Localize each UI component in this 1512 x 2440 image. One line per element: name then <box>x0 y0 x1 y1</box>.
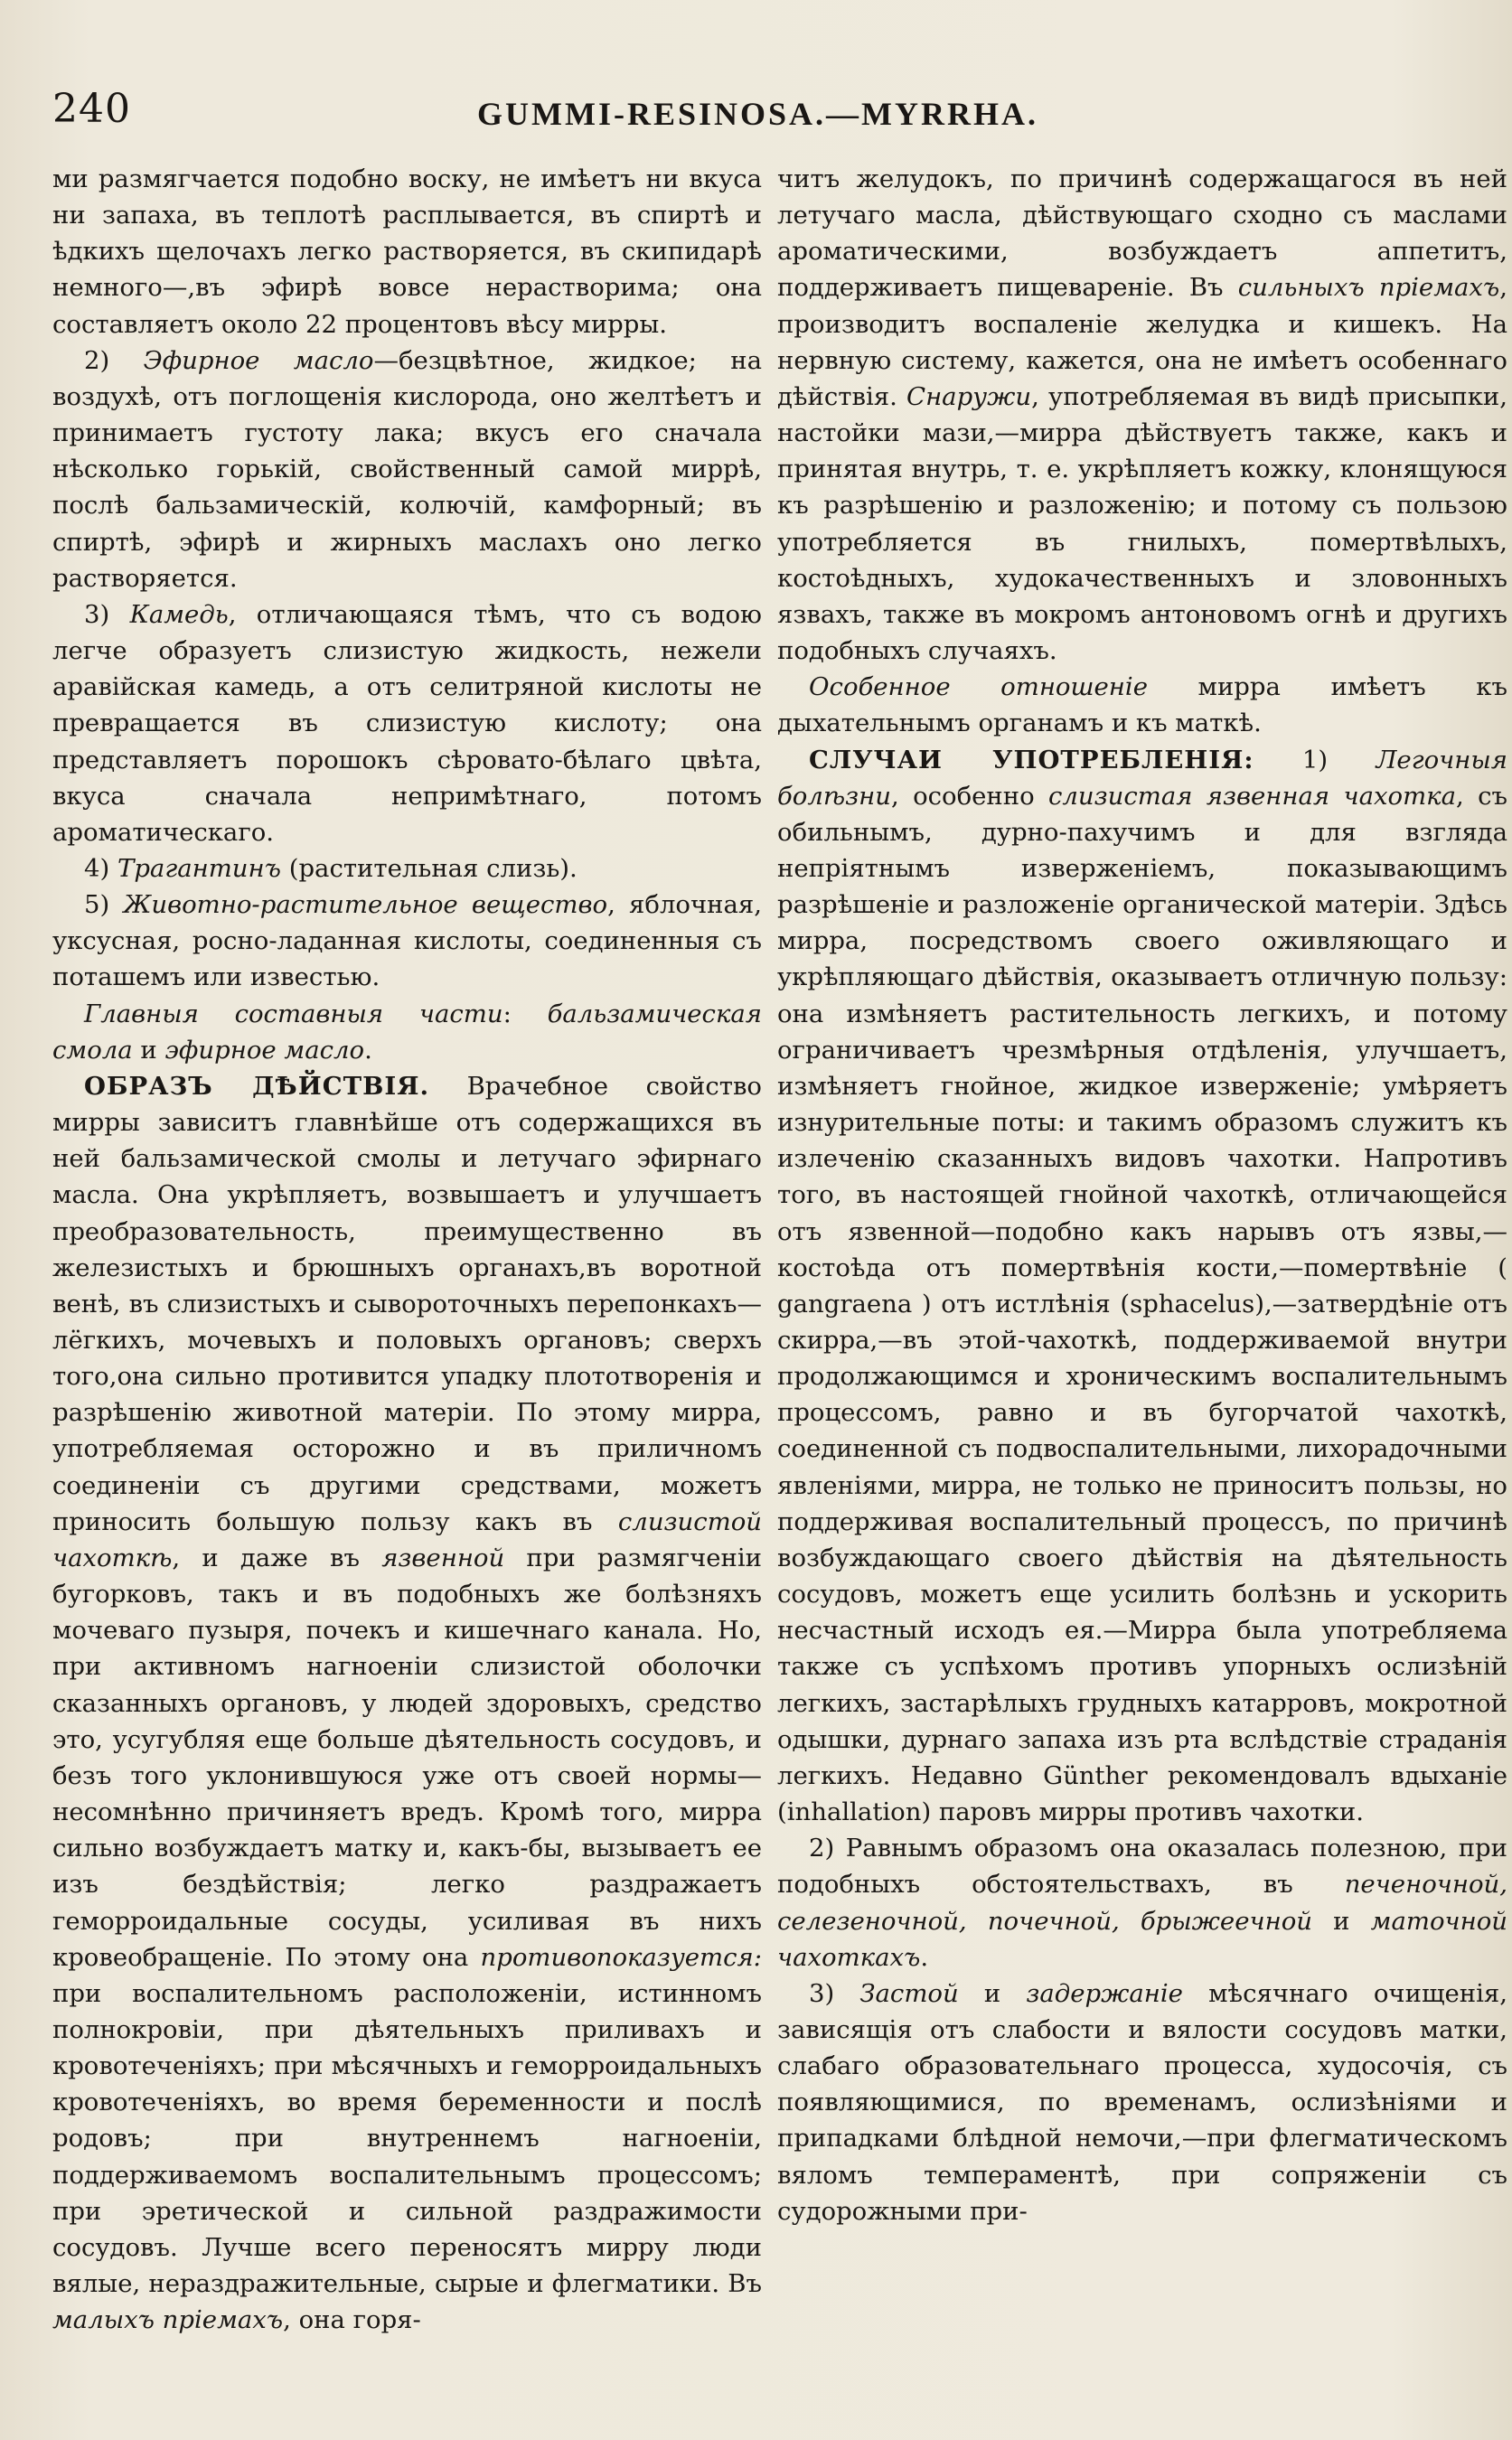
term-large-doses: сильныхъ пріемахъ <box>1237 273 1500 303</box>
term-mucous-consumption: слизистой чахоткѣ <box>52 1506 762 1572</box>
paragraph-text: , употребляемая въ видѣ присыпки, настойки мази,—мирра дѣйствуетъ также, какъ и принятая внутрь, т. е. укрѣпляетъ кожку, клонящуюся къ разрѣшенію и разложенію; и потому съ пользою употребляется въ гнилыхъ, помертвѣлыхъ, костоѣдныхъ, худокачественныхъ и зловонныхъ язвахъ, также въ мокромъ антоновомъ огнѣ и другихъ подобныхъ случаяхъ. <box>777 381 1507 666</box>
paragraph-text: , производитъ воспаленіе желудка и кишекъ. На нервную систему, кажется, она не имѣетъ особеннаго дѣйствія. <box>777 273 1507 411</box>
punctuation: : <box>502 999 548 1028</box>
term-main-components: Главныя составныя части <box>84 999 503 1028</box>
term-organ-consumptions: печеночной, селезеночной, почечной, брыжеечной <box>777 1870 1507 1936</box>
paragraph-text: , особенно <box>890 781 1049 811</box>
paragraph-stomach-action <box>777 161 1507 669</box>
term-special-relation: Особенное отношеніе <box>809 672 1148 702</box>
paragraph-ethereal-oil <box>52 343 762 596</box>
punctuation: . <box>364 1035 372 1065</box>
term-ethereal-oil: Эфирное масло <box>143 345 374 375</box>
punctuation: . <box>920 1942 929 1972</box>
conjunction: и <box>958 1978 1027 2008</box>
paragraph-text: мирра имѣетъ къ дыхательнымъ органамъ и къ маткѣ. <box>777 672 1507 738</box>
term-mucous-ulcer-consumption: слизистая язвенная чахотка <box>1048 781 1456 811</box>
term-uterine-consumption: маточной чахоткахъ <box>777 1906 1507 1972</box>
term-small-doses: малыхъ пріемахъ <box>52 2305 284 2335</box>
paragraph-text: , она горя- <box>283 2305 421 2335</box>
item-number: 3) <box>84 599 110 629</box>
paragraph-text: (растительная слизь). <box>288 853 578 883</box>
item-number: 5) <box>84 890 110 920</box>
paragraph-text: при воспалительномъ расположеніи, истинномъ полнокровіи, при дѣятельныхъ приливахъ и кровотеченіяхъ; при мѣсячныхъ и геморроидальныхъ кровотеченіяхъ, во время беременности и послѣ родовъ; при внутреннемъ нагноеніи, поддерживаемомъ воспалительнымъ процессомъ; при эретической и сильной раздражимости сосудовъ. Лучше всего переносятъ мирру люди вялые, нераздражительные, сырые и флегматики. Въ <box>52 1978 762 2299</box>
left-column <box>52 161 762 2338</box>
item-number: 4) <box>84 853 110 883</box>
term-retention: задержаніе <box>1026 1978 1183 2008</box>
paragraph-tragantin <box>52 850 762 887</box>
section-heading-cases: СЛУЧАИ УПОТРЕБЛЕНІЯ: <box>809 745 1254 774</box>
paragraph-text: , съ обильнымъ, дурно-пахучимъ и для взгляда непріятнымъ изверженіемъ, показывающимъ разрѣшеніе и разложеніе органической матеріи. Здѣсь мирра, посредствомъ своего оживляющаго и укрѣпляющаго дѣйствія, оказываетъ отличную пользу: она измѣняетъ растительность легкихъ, и потому ограничиваетъ чрезмѣрныя отдѣленія, улучшаетъ, измѣняетъ гнойное, жидкое изверженіе; умѣряетъ изнурительные поты: и такимъ образомъ служитъ къ излеченію сказанныхъ видовъ чахотки. Напротивъ того, въ настоящей гнойной чахоткѣ, отличающейся отъ язвенной—подобно какъ нарывъ отъ язвы,—костоѣда отъ помертвѣнія кости,—помертвѣніе ( gangraena ) отъ истлѣнія (sphacelus),—затвердѣніе отъ скирра,—въ этой-чахоткѣ, поддерживаемой внутри продолжающимся и хроническимъ воспалительнымъ процессомъ, равно и въ бугорчатой чахоткѣ, соединенной съ подвоспалительными, лихорадочными явленіями, мирра, не только не приноситъ пользы, но поддерживая воспалительный процессъ, по причинѣ возбуждающаго своего дѣйствія на дѣятельность сосудовъ, можетъ еще усилить болѣзнь и ускорить несчастный исходъ ея.—Мирра была употребляема также съ успѣхомъ противъ упорныхъ ослизѣній легкихъ, застарѣлыхъ грудныхъ катарровъ, мокротной одышки, дурнаго запаха изъ рта вслѣдствіе страданія легкихъ. Недавно Günther рекомендовалъ вдыханіе (inhallation) паровъ мирры противъ чахотки. <box>777 781 1507 1827</box>
term-ethereal-oil-2: эфирное масло <box>164 1035 365 1065</box>
paragraph-resin-properties: ми размягчается подобно воску, не имѣетъ ни вкуса ни запаха, въ теплотѣ расплывается, въ спиртѣ и ѣдкихъ щелочахъ легко растворяется, въ скипидарѣ немного—,въ эфирѣ вовсе нерастворима; она составляетъ около 22 процентовъ вѣсу мирры. <box>52 164 762 339</box>
page-header <box>52 86 1101 140</box>
term-contraindicated: противопоказуется: <box>480 1942 762 1972</box>
item-number: 2) <box>84 345 110 375</box>
term-tragantin: Трагантинъ <box>117 853 281 883</box>
paragraph-text: читъ желудокъ, по причинѣ содержащагося въ ней летучаго масла, дѣйствующаго сходно съ маслами ароматическими, возбуждаетъ аппетитъ, поддерживаетъ пищевареніе. Въ <box>777 164 1507 303</box>
section-heading-action: ОБРАЗЪ ДѢЙСТВІЯ. <box>84 1071 430 1101</box>
right-column <box>777 161 1507 2229</box>
paragraph-text: —безцвѣтное, жидкое; на воздухѣ, отъ поглощенія кислорода, оно желтѣетъ и принимаетъ густоту лака; вкусъ его сначала нѣсколько горькій, свойственный самой миррѣ, послѣ бальзамическій, колючій, камфорный; въ спиртѣ, эфирѣ и жирныхъ маслахъ оно легко растворяется. <box>52 345 762 593</box>
paragraph-main-components <box>52 996 762 1068</box>
paragraph-mode-of-action <box>52 1068 762 2338</box>
item-number: 3) <box>809 1978 860 2008</box>
paragraph-animal-vegetable <box>52 887 762 995</box>
term-stagnation: Застой <box>859 1978 959 2008</box>
paragraph-text: при размягченіи бугорковъ, такъ и въ подобныхъ же болѣзняхъ мочеваго пузыря, почекъ и кишечнаго канала. Но, при активномъ нагноеніи слизистой оболочки сказанныхъ органовъ, у людей здоровыхъ, средство это, усугубляя еще больше дѣятельность сосудовъ, и безъ того уклонившуюся уже отъ своей нормы—несомнѣнно причиняетъ вредъ. Кромѣ того, мирра сильно возбуждаетъ матку и, какъ-бы, вызываетъ ее изъ бездѣйствія; легко раздражаетъ геморроидальные сосуды, усиливая въ нихъ кровеобращеніе. По этому она <box>52 1543 762 1972</box>
paragraph-text: , яблочная, уксусная, росно-ладанная кислоты, соединенныя съ поташемъ или известью. <box>52 890 762 992</box>
paragraph-organ-consumptions <box>777 1830 1507 1975</box>
paragraph-text: 2) Равнымъ образомъ она оказалась полезною, при подобныхъ обстоятельствахъ, въ <box>777 1834 1507 1900</box>
paragraph-special-relation <box>777 669 1507 741</box>
paragraph-text: мѣсячнаго очищенія, зависящія отъ слабости и вялости сосудовъ матки, слабаго образовательнаго процесса, худосочія, съ появляющимися, по временамъ, ослизѣніями и припадками блѣдной немочи,—при флегматическомъ вяломъ темпераментѣ, при сопряженіи съ судорожными при- <box>777 1978 1507 2226</box>
term-ulcerous: язвенной <box>381 1543 505 1572</box>
paragraph-text: , отличающаяся тѣмъ, что съ водою легче образуетъ слизистую жидкость, нежели аравійская камедь, а отъ селитряной кислоты не превращается въ слизистую кислоту; она представляетъ порошокъ сѣровато-бѣлаго цвѣта, вкуса сначала непримѣтнаго, потомъ ароматическаго. <box>52 599 762 847</box>
page-number: 240 <box>52 86 131 132</box>
paragraph-text: 1) <box>1254 745 1376 774</box>
term-gum: Камедь <box>129 599 229 629</box>
paragraph-text: , и даже въ <box>172 1543 382 1572</box>
term-lung-diseases: Легочныя болѣзни <box>777 745 1507 811</box>
paragraph-menstrual-stagnation <box>777 1975 1507 2229</box>
paragraph-text: Врачебное свойство мирры зависитъ главнѣйше отъ содержащихся въ ней бальзамической смолы и летучаго эфирнаго масла. Она укрѣпляетъ, возвышаетъ и улучшаетъ преобразовательность, преимущественно въ железистыхъ и брюшныхъ органахъ,въ воротной венѣ, въ слизистыхъ и сывороточныхъ перепонкахъ—лёгкихъ, мочевыхъ и половыхъ органовъ; сверхъ того,она сильно противится упадку плототворенія и разрѣшенію животной матеріи. По этому мирра, употребляемая осторожно и въ приличномъ соединеніи съ другими средствами, можетъ приносить большую пользу какъ въ <box>52 1071 762 1536</box>
paragraph-cases-of-use <box>777 742 1507 1831</box>
term-balsamic-resin: бальзамическая смола <box>52 999 762 1065</box>
paragraph-gum <box>52 596 762 850</box>
conjunction: и <box>132 1035 165 1065</box>
conjunction: и <box>1311 1906 1371 1936</box>
running-title: GUMMI-RESINOSA.—MYRRHA. <box>477 96 1038 132</box>
term-externally: Снаружи <box>906 381 1032 411</box>
term-animal-vegetable: Животно-растительное вещество <box>123 890 608 920</box>
